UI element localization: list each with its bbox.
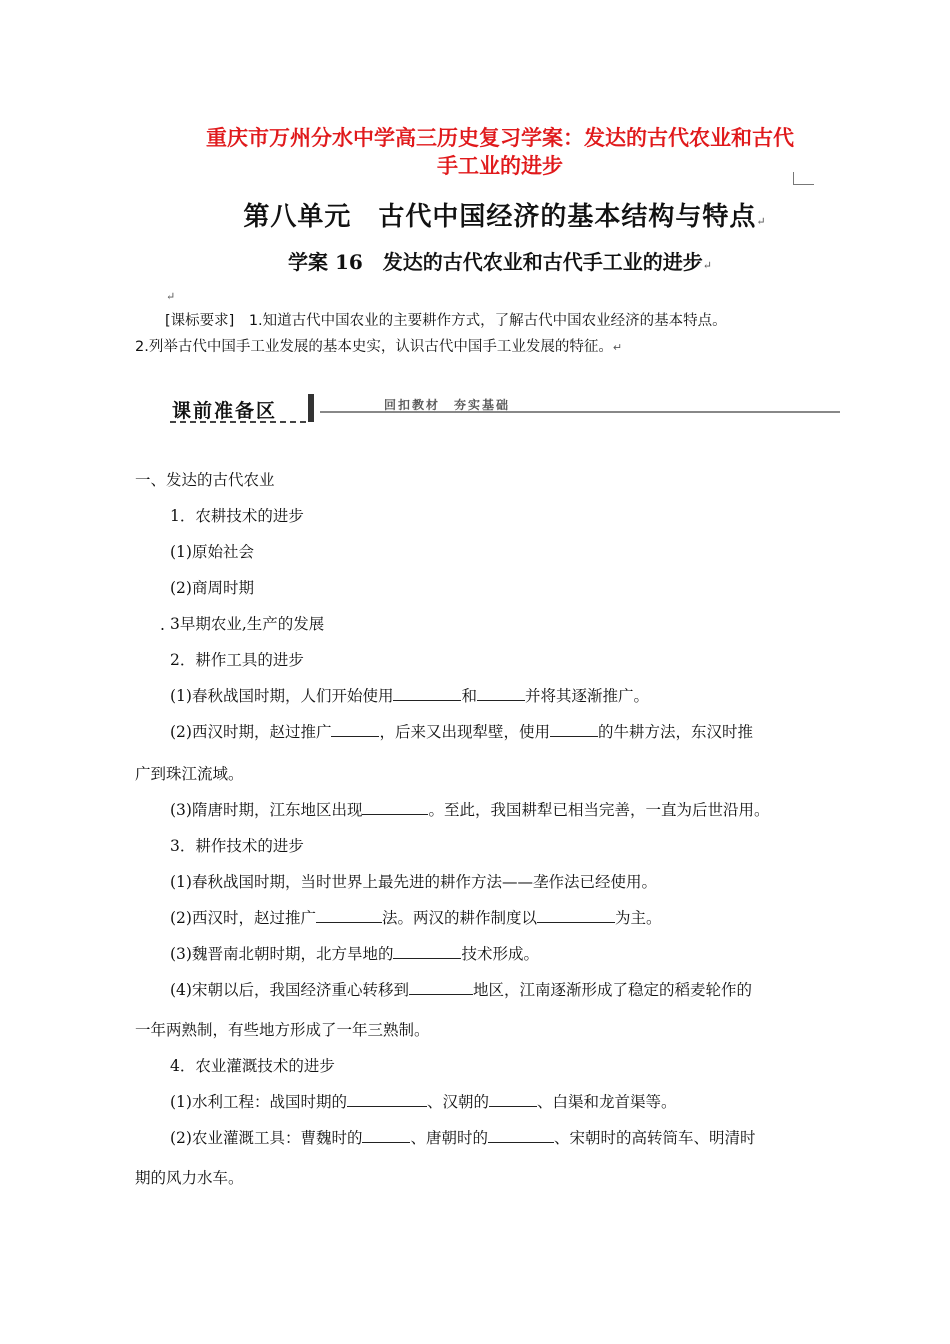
requirement-line-1: [课标要求] 1.知道古代中国农业的主要耕作方式，了解古代中国农业经济的基本特点。 [165,313,727,329]
section-separator [308,394,314,422]
lesson-title-text: 学案 16 发达的古代农业和古代手工业的进步 [287,250,703,274]
text: 并将其逐渐推广。 [524,687,649,705]
unit-title-text: 第八单元 古代中国经济的基本结构与特点 [243,202,757,232]
section-label-underline [170,421,306,423]
text: (2)农业灌溉工具：曹魏时的 [170,1129,363,1147]
text: 和 [461,687,477,705]
return-mark-icon: ↵ [612,341,623,354]
item-western-han-tools-cont: 广到珠江流域。 [135,765,244,783]
item-wei-jin [170,942,539,964]
text: (2)西汉时期，赵过推广 [170,723,332,741]
fill-blank[interactable] [316,908,382,923]
requirement-line-2 [135,334,825,361]
item-early-agriculture [160,612,325,634]
text: (3)隋唐时期，江东地区出现 [170,801,363,819]
fill-blank[interactable] [393,686,461,701]
text: 、白渠和龙首渠等。 [536,1093,677,1111]
text: 的牛耕方法，东汉时推 [597,723,753,741]
section-label: 课前准备区 [172,400,278,422]
lesson-title [180,246,820,275]
text: 地区，江南逐渐形成了稳定的稻麦轮作的 [472,981,752,999]
item-western-han-tools [170,720,753,742]
section-subtitle: 回扣教材 夯实基础 [384,398,511,412]
unit-title [180,196,830,233]
heading-ancient-agriculture: 一、发达的古代农业 [135,471,275,489]
item-spring-autumn-tools [170,684,649,706]
fill-blank[interactable] [362,1128,410,1143]
text: 、唐朝时的 [410,1129,488,1147]
fill-blank[interactable] [550,722,598,737]
fill-blank[interactable] [489,1092,537,1107]
text: (4)宋朝以后，我国经济重心转移到 [170,981,409,999]
text: 、宋朝时的高转筒车、明清时 [553,1129,756,1147]
item-song-dynasty [170,978,752,1000]
fill-blank[interactable] [347,1092,427,1107]
document-title-line-2: 手工业的进步 [437,154,563,178]
curriculum-requirements [135,308,825,361]
subheading-tools: 2．耕作工具的进步 [170,651,304,669]
text: 为主。 [614,909,662,927]
fill-blank[interactable] [537,908,615,923]
return-mark-icon: ↵ [756,215,767,228]
return-mark-icon: ↵ [702,259,712,272]
item-song-dynasty-cont: 一年两熟制，有些地方形成了一年三熟制。 [135,1021,430,1039]
fill-blank[interactable] [362,800,428,815]
stray-dot: . [160,616,165,634]
fill-blank[interactable] [393,944,461,959]
item-sui-tang-tools [170,798,769,820]
fill-blank[interactable] [477,686,525,701]
subheading-farming-tech: 1．农耕技术的进步 [170,507,304,525]
item-early-agriculture-text: 3早期农业,生产的发展 [170,615,325,633]
page-corner-mark [793,172,814,185]
text: (2)西汉时，赵过推广 [170,909,316,927]
text: 、汉朝的 [426,1093,489,1111]
item-irrigation-tools-cont: 期的风力水车。 [135,1169,244,1187]
document-title-line-1: 重庆市万州分水中学高三历史复习学案：发达的古代农业和古代 [206,126,794,150]
subheading-irrigation: 4．农业灌溉技术的进步 [170,1057,335,1075]
section-header-bar [170,388,840,428]
text: (1)春秋战国时期，人们开始使用 [170,687,394,705]
text: 技术形成。 [461,945,539,963]
item-irrigation-tools [170,1126,756,1148]
text: ，后来又出现犁壁，使用 [379,723,550,741]
fill-blank[interactable] [331,722,379,737]
item-ridge-method: (1)春秋战国时期，当时世界上最先进的耕作方法——垄作法已经使用。 [170,873,657,891]
item-primitive-society: (1)原始社会 [170,543,254,561]
item-shang-zhou: (2)商周时期 [170,579,254,597]
text: (3)魏晋南北朝时期，北方旱地的 [170,945,394,963]
item-water-projects [170,1090,677,1112]
text: (1)水利工程：战国时期的 [170,1093,347,1111]
item-han-method [170,906,662,928]
requirement-line-2-text: 2.列举古代中国手工业发展的基本史实，认识古代中国手工业发展的特征。 [135,339,613,355]
subheading-techniques: 3．耕作技术的进步 [170,837,304,855]
return-mark-icon: ↵ [166,290,176,303]
text: 。至此，我国耕犁已相当完善，一直为后世沿用。 [428,801,770,819]
text: 法。两汉的耕作制度以 [381,909,537,927]
fill-blank[interactable] [488,1128,554,1143]
fill-blank[interactable] [409,980,473,995]
